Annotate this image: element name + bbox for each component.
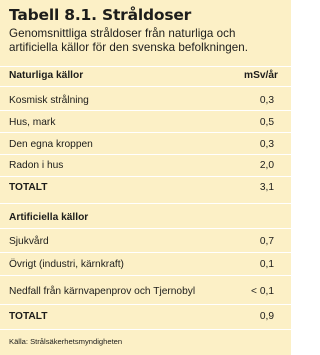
- natural-row-value: 0,5: [259, 117, 274, 128]
- natural-row-label: Den egna kroppen: [9, 139, 93, 150]
- unit-heading: mSv/år: [244, 70, 278, 81]
- artificial-row-label: Sjukvård: [9, 236, 49, 247]
- natural-row-label: Kosmisk strålning: [9, 95, 89, 106]
- artificial-total-label: TOTALT: [9, 311, 48, 322]
- natural-row-value: 2,0: [259, 160, 274, 171]
- divider: [0, 304, 291, 305]
- natural-row-label: Hus, mark: [9, 117, 56, 128]
- divider: [0, 154, 291, 155]
- divider: [0, 66, 291, 67]
- divider: [0, 132, 291, 133]
- divider: [0, 86, 291, 87]
- divider: [0, 329, 291, 330]
- divider: [0, 252, 291, 253]
- artificial-row-value: < 0,1: [251, 286, 274, 297]
- natural-heading: Naturliga källor: [9, 70, 84, 81]
- artificial-row-value: 0,1: [259, 259, 274, 270]
- artificial-row-value: 0,7: [259, 236, 274, 247]
- divider: [0, 203, 291, 204]
- artificial-heading: Artificiella källor: [9, 212, 89, 223]
- natural-total-value: 3,1: [259, 182, 274, 193]
- artificial-row-label: Övrigt (industri, kärnkraft): [9, 259, 124, 270]
- divider: [0, 275, 291, 276]
- natural-row-label: Radon i hus: [9, 160, 64, 171]
- natural-total-label: TOTALT: [9, 182, 48, 193]
- artificial-total-value: 0,9: [259, 311, 274, 322]
- artificial-row-label: Nedfall från kärnvapenprov och Tjernobyl: [9, 286, 196, 297]
- table-subtitle: Genomsnittliga stråldoser från naturliga och artificiella källor för den svenska befolkningen.: [9, 27, 248, 54]
- divider: [0, 176, 291, 177]
- divider: [0, 228, 291, 229]
- divider: [0, 110, 291, 111]
- natural-row-value: 0,3: [259, 95, 274, 106]
- natural-row-value: 0,3: [259, 139, 274, 150]
- source-note: Källa: Strålsäkerhetsmyndigheten: [9, 337, 123, 346]
- table-title: Tabell 8.1. Stråldoser: [9, 6, 192, 24]
